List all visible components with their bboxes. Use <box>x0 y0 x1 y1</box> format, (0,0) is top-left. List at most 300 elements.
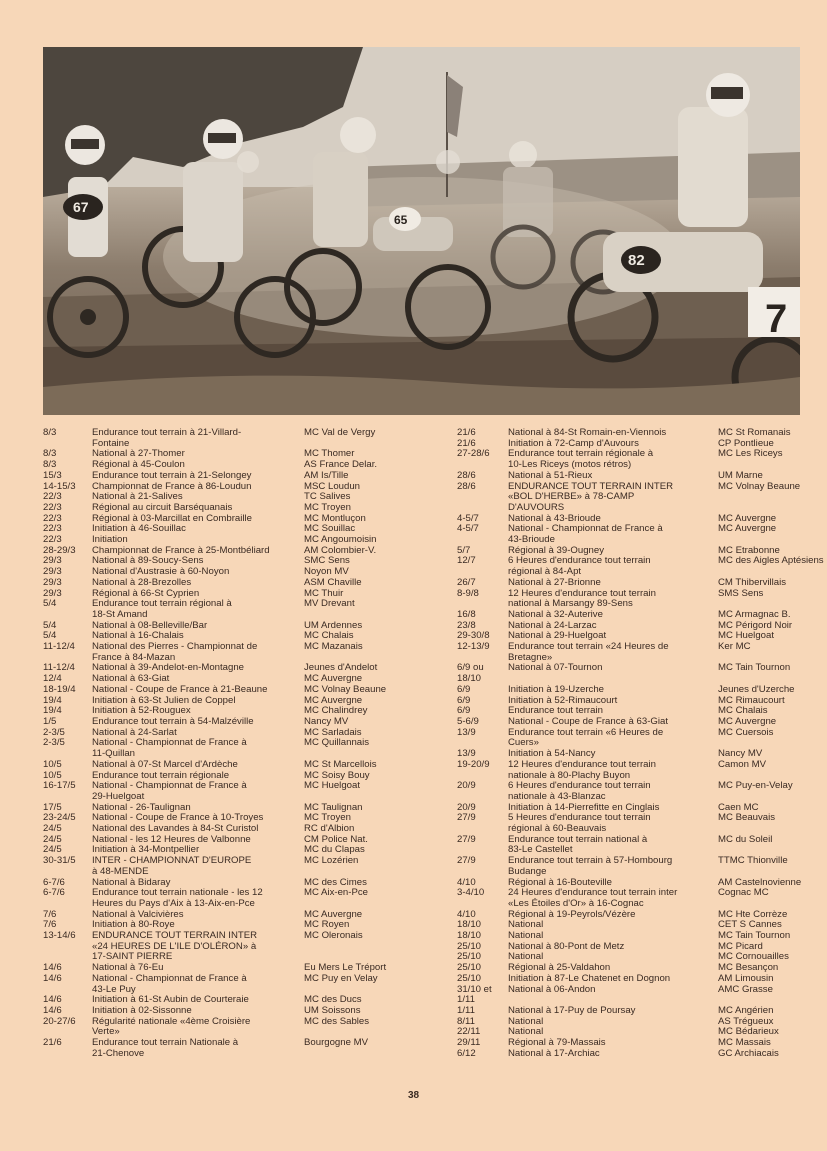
event-club: RC d'Albion <box>304 823 355 835</box>
event-row <box>43 888 398 909</box>
event-club: Nancy MV <box>718 748 763 760</box>
event-date: 25/10 <box>457 940 482 952</box>
event-club: MC Chalais <box>304 630 354 642</box>
event-club: MC Etrabonne <box>718 544 780 556</box>
event-row <box>43 974 398 995</box>
event-club: MC Tain Tournon <box>718 930 791 942</box>
event-club: MC Angérien <box>718 1004 774 1016</box>
event-club: UM Soissons <box>304 1004 361 1016</box>
event-date: 27-28/6 <box>457 448 490 460</box>
event-description: Régional à 45-Coulon <box>92 459 185 471</box>
event-description: National - 26-Taulignan <box>92 801 191 813</box>
event-date: 21/6 <box>457 437 476 449</box>
event-row <box>457 555 824 578</box>
event-description: National - Championnat de France à 11-Quillan <box>92 737 247 760</box>
event-row <box>457 471 807 482</box>
event-description: National à 08-Belleville/Bar <box>92 619 208 631</box>
event-date: 6/12 <box>457 1047 476 1059</box>
event-club: CP Pontlieue <box>718 437 774 449</box>
event-club: CET S Cannes <box>718 919 782 931</box>
event-date: 7/6 <box>43 919 57 931</box>
event-club: MC Picard <box>718 940 763 952</box>
event-club: MC Aix-en-Pce <box>304 887 368 899</box>
event-description: Initiation à 61-St Aubin de Courteraie <box>92 994 249 1006</box>
event-club: MC Volnay Beaune <box>718 480 801 492</box>
event-row <box>43 642 398 663</box>
event-date: 15/3 <box>43 469 62 481</box>
event-description: Endurance tout terrain à 57-Hombourg Budange <box>508 855 673 877</box>
event-description: National à 28-Brezolles <box>92 576 192 588</box>
event-club: MC Tain Tournon <box>718 662 791 674</box>
event-row <box>43 931 398 963</box>
event-date: 5/4 <box>43 619 57 631</box>
event-club: MC du Soleil <box>718 833 773 845</box>
event-description: Initiation à 63-St Julien de Coppel <box>92 694 236 706</box>
event-date: 19/4 <box>43 694 62 706</box>
event-description: National à Bidaray <box>92 876 171 888</box>
event-description: Régional à 66-St Cyprien <box>92 587 200 599</box>
event-date: 1/5 <box>43 715 57 727</box>
event-row <box>43 578 398 589</box>
event-description: National à 76-Eu <box>92 962 164 974</box>
event-date: 29/3 <box>43 576 62 588</box>
event-date: 29/3 <box>43 566 62 578</box>
event-club: MC Souillac <box>304 523 356 535</box>
event-club: MC Troyen <box>304 501 351 513</box>
event-club: Nancy MV <box>304 715 349 727</box>
event-row <box>43 781 398 802</box>
event-club: MC Chalais <box>718 705 768 717</box>
event-description: Initiation à 14-Pierrefitte en Cinglais <box>508 801 660 813</box>
event-description: Championnat de France à 25-Montbéliard <box>92 544 270 556</box>
event-row <box>457 1049 807 1060</box>
event-date: 14/6 <box>43 962 62 974</box>
event-date: 28/6 <box>457 480 476 492</box>
event-club: MC Cornouailles <box>718 951 789 963</box>
event-description: National - Coupe de France à 10-Troyes <box>92 812 264 824</box>
event-description: ENDURANCE TOUT TERRAIN INTER «BOL D'HERBE» à 78-CAMP D'AUVOURS <box>508 480 674 513</box>
event-club: MC des Sables <box>304 1015 370 1027</box>
event-club: MC Oleronais <box>304 930 363 942</box>
event-club: MC des Cimes <box>304 876 367 888</box>
event-date: 12/7 <box>457 555 476 567</box>
event-description: Initiation à 54-Nancy <box>508 748 596 760</box>
calendar-column-right <box>457 427 824 1059</box>
event-row <box>457 449 807 470</box>
event-date: 22/3 <box>43 534 62 546</box>
number-plate: 82 <box>628 252 645 269</box>
event-description: Régional à 39-Ougney <box>508 544 605 556</box>
event-description: National à 24-Sarlat <box>92 726 177 738</box>
event-date: 28/6 <box>457 469 476 481</box>
event-club: MC Auvergne <box>304 694 363 706</box>
event-date: 10/5 <box>43 758 62 770</box>
event-club: MC Massais <box>718 1037 771 1049</box>
event-date: 24/5 <box>43 844 62 856</box>
event-row <box>43 738 398 759</box>
event-club: MV Drevant <box>304 598 355 610</box>
event-description: 6 Heures d'endurance tout terrain régional à 84-Apt <box>508 555 651 578</box>
event-date: 13-14/6 <box>43 930 76 942</box>
event-date: 14/6 <box>43 972 62 984</box>
event-date: 12-13/9 <box>457 641 490 653</box>
event-description: Endurance tout terrain national à 83-Le Castellet <box>508 833 648 856</box>
event-date: 2-3/5 <box>43 726 65 738</box>
event-club: Noyon MV <box>304 566 349 578</box>
event-club: MC Huelgoat <box>304 780 360 792</box>
event-date: 21/6 <box>457 427 476 438</box>
event-club: MC Auvergne <box>304 673 363 685</box>
event-date: 22/3 <box>43 512 62 524</box>
event-date: 23/8 <box>457 619 476 631</box>
event-description: Endurance tout terrain <box>508 705 603 717</box>
event-row <box>457 985 807 1006</box>
event-club: Caen MC <box>718 801 759 813</box>
event-club: AS Trégueux <box>718 1015 774 1027</box>
event-description: National à 84-St Romain-en-Viennois <box>508 427 667 438</box>
event-description: National à 16-Chalais <box>92 630 184 642</box>
event-date: 2-3/5 <box>43 737 65 749</box>
event-date: 11-12/4 <box>43 641 75 653</box>
event-description: National à 17-Puy de Poursay <box>508 1004 636 1016</box>
event-date: 22/3 <box>43 523 62 535</box>
event-date: 4-5/7 <box>457 523 479 535</box>
event-description: Endurance tout terrain à 21-Selongey <box>92 469 252 481</box>
event-club: Bourgogne MV <box>304 1037 368 1049</box>
event-date: 22/3 <box>43 491 62 503</box>
event-club: MC Thuir <box>304 587 344 599</box>
event-club: MC Angoumoisin <box>304 534 377 546</box>
event-description: National - Coupe de France à 63-Giat <box>508 715 668 727</box>
event-date: 6/9 <box>457 683 471 695</box>
event-description: Initiation <box>92 534 128 546</box>
event-description: Championnat de France à 86-Loudun <box>92 480 252 492</box>
event-club: AM Limousin <box>718 972 774 984</box>
event-date: 28-29/3 <box>43 544 76 556</box>
event-club: MC Montluçon <box>304 512 366 524</box>
event-date: 5-6/9 <box>457 715 479 727</box>
number-plate: 65 <box>394 213 408 227</box>
event-date: 7/6 <box>43 908 57 920</box>
event-description: National à 51-Rieux <box>508 469 593 481</box>
page-number: 38 <box>407 1090 420 1101</box>
event-description: Endurance tout terrain «6 Heures de Cuers» <box>508 726 664 749</box>
event-club: MC Rimaucourt <box>718 694 785 706</box>
event-description: National à 27-Thomer <box>92 448 185 460</box>
event-row <box>457 663 807 684</box>
event-row <box>457 578 807 589</box>
event-date: 14/6 <box>43 994 62 1006</box>
event-row <box>457 888 807 909</box>
event-row <box>43 428 398 449</box>
event-description: National à 17-Archiac <box>508 1047 600 1059</box>
event-club: MC des Aigles Aptésiens <box>718 555 824 567</box>
event-club: TTMC Thionville <box>718 855 788 867</box>
event-date: 16/8 <box>457 608 476 620</box>
event-club: MC Chalindrey <box>304 705 368 717</box>
event-description: Initiation à 52-Rimaucourt <box>508 694 618 706</box>
event-club: MC Hte Corrèze <box>718 908 788 920</box>
event-description: National <box>508 930 544 942</box>
event-description: Endurance tout terrain à 21-Villard- Fontaine <box>92 427 242 449</box>
event-club: MC Soisy Bouy <box>304 769 370 781</box>
event-description: National d'Austrasie à 60-Noyon <box>92 566 230 578</box>
event-row <box>43 1017 398 1038</box>
event-date: 27/9 <box>457 833 476 845</box>
event-club: MC Périgord Noir <box>718 619 793 631</box>
event-row <box>457 974 807 985</box>
event-date: 1/11 <box>457 1004 475 1016</box>
event-description: 24 Heures d'endurance tout terrain inter «Les Étoiles d'Or» à 16-Cognac <box>508 887 678 909</box>
event-date: 30-31/5 <box>43 855 76 867</box>
event-club: MC Bédarieux <box>718 1026 779 1038</box>
event-club: MC des Ducs <box>304 994 362 1006</box>
event-club: Eu Mers Le Tréport <box>304 962 387 974</box>
event-date: 18/10 <box>457 930 482 942</box>
event-description: Régularité nationale «4ème Croisière Verte» <box>92 1015 251 1038</box>
event-date: 24/5 <box>43 833 62 845</box>
event-row <box>457 524 807 545</box>
event-club: CM Police Nat. <box>304 833 368 845</box>
event-club: MC Besançon <box>718 962 779 974</box>
event-description: Initiation à 87-Le Chatenet en Dognon <box>508 972 671 984</box>
event-description: 5 Heures d'endurance tout terrain régional à 60-Beauvais <box>508 812 651 835</box>
event-date: 25/10 <box>457 972 482 984</box>
event-description: National <box>508 951 544 963</box>
number-plate: 67 <box>73 199 89 215</box>
event-date: 5/4 <box>43 630 57 642</box>
event-club: Camon MV <box>718 758 766 770</box>
event-date: 6/9 ou 18/10 <box>457 662 484 685</box>
event-club: MC Armagnac B. <box>718 608 791 620</box>
event-row <box>43 856 398 877</box>
event-description: National - Coupe de France à 21-Beaune <box>92 683 268 695</box>
motocross-photo <box>43 47 800 415</box>
event-club: CM Thibervillais <box>718 576 787 588</box>
event-club: TC Salives <box>304 491 351 503</box>
event-description: National - Championnat de France à 29-Huelgoat <box>92 780 247 802</box>
event-description: National à 27-Brionne <box>508 576 601 588</box>
event-date: 5/7 <box>457 544 471 556</box>
event-date: 3-4/10 <box>457 887 485 899</box>
event-date: 4-5/7 <box>457 512 479 524</box>
event-date: 8/3 <box>43 448 57 460</box>
event-row <box>457 685 807 696</box>
event-club: MC Auvergne <box>718 512 777 524</box>
event-date: 20-27/6 <box>43 1015 76 1027</box>
event-description: Endurance tout terrain régionale <box>92 769 230 781</box>
event-description: Régional à 25-Valdahon <box>508 962 611 974</box>
event-date: 23-24/5 <box>43 812 76 824</box>
event-date: 29-30/8 <box>457 630 490 642</box>
event-description: National - Championnat de France à 43-Brioude <box>508 523 663 546</box>
event-date: 20/9 <box>457 780 476 792</box>
event-club: UM Marne <box>718 469 763 481</box>
event-row <box>457 760 807 781</box>
event-date: 4/10 <box>457 908 476 920</box>
event-date: 11-12/4 <box>43 662 75 674</box>
event-row <box>457 781 807 802</box>
event-club: MC Cuersois <box>718 726 774 738</box>
event-description: National à 21-Salives <box>92 491 183 503</box>
number-plate: 7 <box>765 297 788 341</box>
event-description: National <box>508 1026 544 1038</box>
event-club: MC Taulignan <box>304 801 363 813</box>
event-row <box>43 599 398 620</box>
event-date: 18-19/4 <box>43 683 76 695</box>
event-description: Régional à 03-Marcillat en Combraille <box>92 512 252 524</box>
event-description: Initiation à 46-Souillac <box>92 523 186 535</box>
event-club: GC Archiacais <box>718 1047 779 1059</box>
event-club: SMC Sens <box>304 555 350 567</box>
event-description: Régional à 79-Massais <box>508 1037 606 1049</box>
event-club: MC Puy en Velay <box>304 972 378 984</box>
event-club: MC St Marcellois <box>304 758 377 770</box>
event-club: MC Quillannais <box>304 737 370 749</box>
event-date: 18/10 <box>457 919 482 931</box>
event-date: 8/3 <box>43 459 57 471</box>
event-club: MC Les Riceys <box>718 448 783 460</box>
calendar-column-left <box>43 428 398 1059</box>
event-date: 8-9/8 <box>457 587 479 599</box>
event-club: SMS Sens <box>718 587 764 599</box>
event-description: National à 29-Huelgoat <box>508 630 607 642</box>
event-date: 10/5 <box>43 769 62 781</box>
event-description: Endurance tout terrain «24 Heures de Bretagne» <box>508 641 669 663</box>
event-date: 24/5 <box>43 823 62 835</box>
event-description: National <box>508 1015 544 1027</box>
event-date: 21/6 <box>43 1037 62 1049</box>
event-description: ENDURANCE TOUT TERRAIN INTER «24 HEURES DE L'ILE D'OLÉRON» à 17-SAINT PIERRE <box>92 930 258 963</box>
event-date: 13/9 <box>457 748 476 760</box>
event-club: MC Puy-en-Velay <box>718 780 793 792</box>
event-description: National - les 12 Heures de Valbonne <box>92 833 251 845</box>
event-description: Initiation à 80-Roye <box>92 919 175 931</box>
event-description: National à 43-Brioude <box>508 512 601 524</box>
event-date: 19-20/9 <box>457 758 490 770</box>
event-club: MC Royen <box>304 919 350 931</box>
event-club: MC Auvergne <box>304 908 363 920</box>
event-club: MSC Loudun <box>304 480 360 492</box>
event-club: MC du Clapas <box>304 844 365 856</box>
event-date: 22/3 <box>43 501 62 513</box>
event-row <box>43 685 398 696</box>
event-description: National à 06-Andon <box>508 983 596 995</box>
event-description: Régional à 19-Peyrols/Vézère <box>508 908 636 920</box>
event-description: Endurance tout terrain régionale à 10-Les Riceys (motos rétros) <box>508 448 654 471</box>
event-description: Initiation à 72-Camp d'Auvours <box>508 437 639 449</box>
event-description: National à 07-St Marcel d'Ardèche <box>92 758 238 770</box>
event-description: National à 63-Giat <box>92 673 170 685</box>
event-date: 6/9 <box>457 694 471 706</box>
event-description: Initiation à 19-Uzerche <box>508 683 604 695</box>
event-club: Ker MC <box>718 641 751 653</box>
event-description: National <box>508 919 544 931</box>
event-description: National à 32-Auterive <box>508 608 603 620</box>
event-club: Jeunes d'Uzerche <box>718 683 795 695</box>
event-date: 13/9 <box>457 726 476 738</box>
event-date: 16-17/5 <box>43 780 76 792</box>
event-row <box>457 728 807 749</box>
event-club: MC Lozérien <box>304 855 359 867</box>
motocross-race-image <box>43 47 800 415</box>
event-date: 12/4 <box>43 673 62 685</box>
event-date: 26/7 <box>457 576 476 588</box>
event-club: UM Ardennes <box>304 619 363 631</box>
event-date: 4/10 <box>457 876 476 888</box>
event-club: MC Volnay Beaune <box>304 683 387 695</box>
event-description: National des Pierres - Championnat de France à 84-Mazan <box>92 641 258 663</box>
event-date: 22/11 <box>457 1026 481 1038</box>
event-club: MC St Romanais <box>718 427 791 438</box>
event-row <box>43 471 398 482</box>
event-description: National - Championnat de France à 43-Le Puy <box>92 972 247 995</box>
event-description: Régional à 16-Bouteville <box>508 876 612 888</box>
event-club: ASM Chaville <box>304 576 362 588</box>
event-row <box>457 835 807 856</box>
event-date: 25/10 <box>457 951 482 963</box>
event-club: MC Auvergne <box>718 523 777 535</box>
event-description: Endurance tout terrain régional à 18-St Amand <box>92 598 232 620</box>
event-description: National des Lavandes à 84-St Curistol <box>92 823 259 835</box>
event-club: MC Beauvais <box>718 812 776 824</box>
event-description: National à Valcivières <box>92 908 184 920</box>
event-club: MC Huelgoat <box>718 630 774 642</box>
event-date: 14-15/3 <box>43 480 76 492</box>
event-club: AMC Grasse <box>718 983 773 995</box>
event-date: 14/6 <box>43 1004 62 1016</box>
event-date: 6-7/6 <box>43 876 65 888</box>
event-description: Endurance tout terrain Nationale à 21-Chenove <box>92 1037 239 1059</box>
event-row <box>457 642 807 663</box>
event-description: INTER - CHAMPIONNAT D'EUROPE à 48-MENDE <box>92 855 252 877</box>
event-description: Initiation à 34-Montpellier <box>92 844 200 856</box>
event-row <box>457 482 807 514</box>
event-description: 12 Heures d'endurance tout terrain nationale à 80-Plachy Buyon <box>508 758 656 781</box>
event-description: Endurance tout terrain à 54-Malzéville <box>92 715 254 727</box>
event-date: 6-7/6 <box>43 887 65 899</box>
event-description: National à 89-Soucy-Sens <box>92 555 204 567</box>
event-description: Régional au circuit Barséquanais <box>92 501 233 513</box>
event-date: 29/3 <box>43 555 62 567</box>
event-club: Jeunes d'Andelot <box>304 662 378 674</box>
event-date: 31/10 et 1/11 <box>457 983 492 1006</box>
event-club: MC Thomer <box>304 448 355 460</box>
event-club: MC Auvergne <box>718 715 777 727</box>
event-date: 29/3 <box>43 587 62 599</box>
event-description: 12 Heures d'endurance tout terrain national à Marsangy 89-Sens <box>508 587 656 610</box>
event-date: 27/9 <box>457 812 476 824</box>
event-description: Endurance tout terrain nationale - les 12 Heures du Pays d'Aix à 13-Aix-en-Pce <box>92 887 263 909</box>
event-description: Initiation à 52-Rouguex <box>92 705 191 717</box>
event-date: 25/10 <box>457 962 482 974</box>
event-description: National à 24-Larzac <box>508 619 597 631</box>
event-club: AS France Delar. <box>304 459 378 471</box>
event-description: Initiation à 02-Sissonne <box>92 1004 192 1016</box>
event-date: 20/9 <box>457 801 476 813</box>
event-club: MC Val de Vergy <box>304 427 376 438</box>
event-club: MC Troyen <box>304 812 351 824</box>
event-description: National à 80-Pont de Metz <box>508 940 625 952</box>
event-date: 27/9 <box>457 855 476 867</box>
event-date: 8/11 <box>457 1015 475 1027</box>
event-club: AM Castelnovienne <box>718 876 802 888</box>
event-row <box>43 1038 398 1059</box>
event-row <box>457 589 807 610</box>
event-club: MC Mazanais <box>304 641 363 653</box>
event-date: 19/4 <box>43 705 62 717</box>
event-description: National à 39-Andelot-en-Montagne <box>92 662 245 674</box>
